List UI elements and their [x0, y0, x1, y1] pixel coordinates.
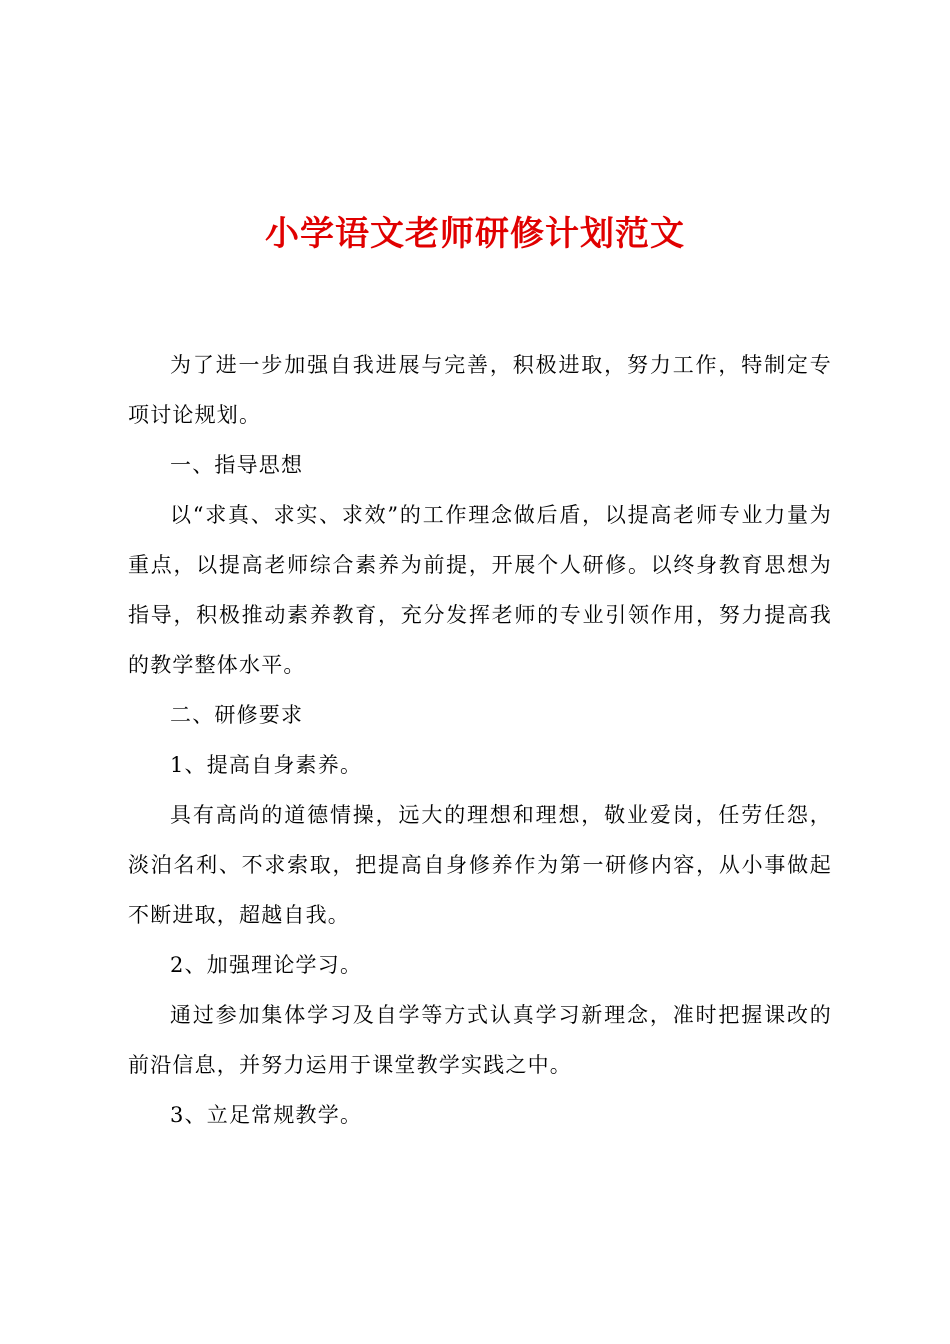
guiding-ideology-paragraph: 以“求真、求实、求效”的工作理念做后盾，以提高老师专业力量为重点，以提高老师综合素养为前提，开展个人研修。以终身教育思想为指导，积极推动素养教育，充分发挥老师的专业引领作用，努力提高我的教学整体水平。	[128, 503, 832, 677]
requirement-2-paragraph: 通过参加集体学习及自学等方式认真学习新理念，准时把握课改的前沿信息，并努力运用于课堂教学实践之中。	[128, 1003, 832, 1077]
section-heading-requirements: 二、研修要求	[170, 703, 304, 727]
requirement-1-heading: 1、提高自身素养。	[170, 753, 363, 777]
requirement-2-heading: 2、加强理论学习。	[170, 953, 363, 977]
requirement-3-heading: 3、立足常规教学。	[170, 1103, 363, 1127]
document-title: 小学语文老师研修计划范文	[265, 214, 685, 254]
requirement-1-paragraph: 具有高尚的道德情操，远大的理想和理想，敬业爱岗，任劳任怨，淡泊名利、不求索取，把提高自身修养作为第一研修内容，从小事做起不断进取，超越自我。	[128, 803, 832, 927]
document-body	[128, 340, 832, 1140]
intro-paragraph: 为了进一步加强自我进展与完善，积极进取，努力工作，特制定专项讨论规划。	[128, 353, 832, 427]
section-heading-guiding-ideology: 一、指导思想	[170, 453, 304, 477]
